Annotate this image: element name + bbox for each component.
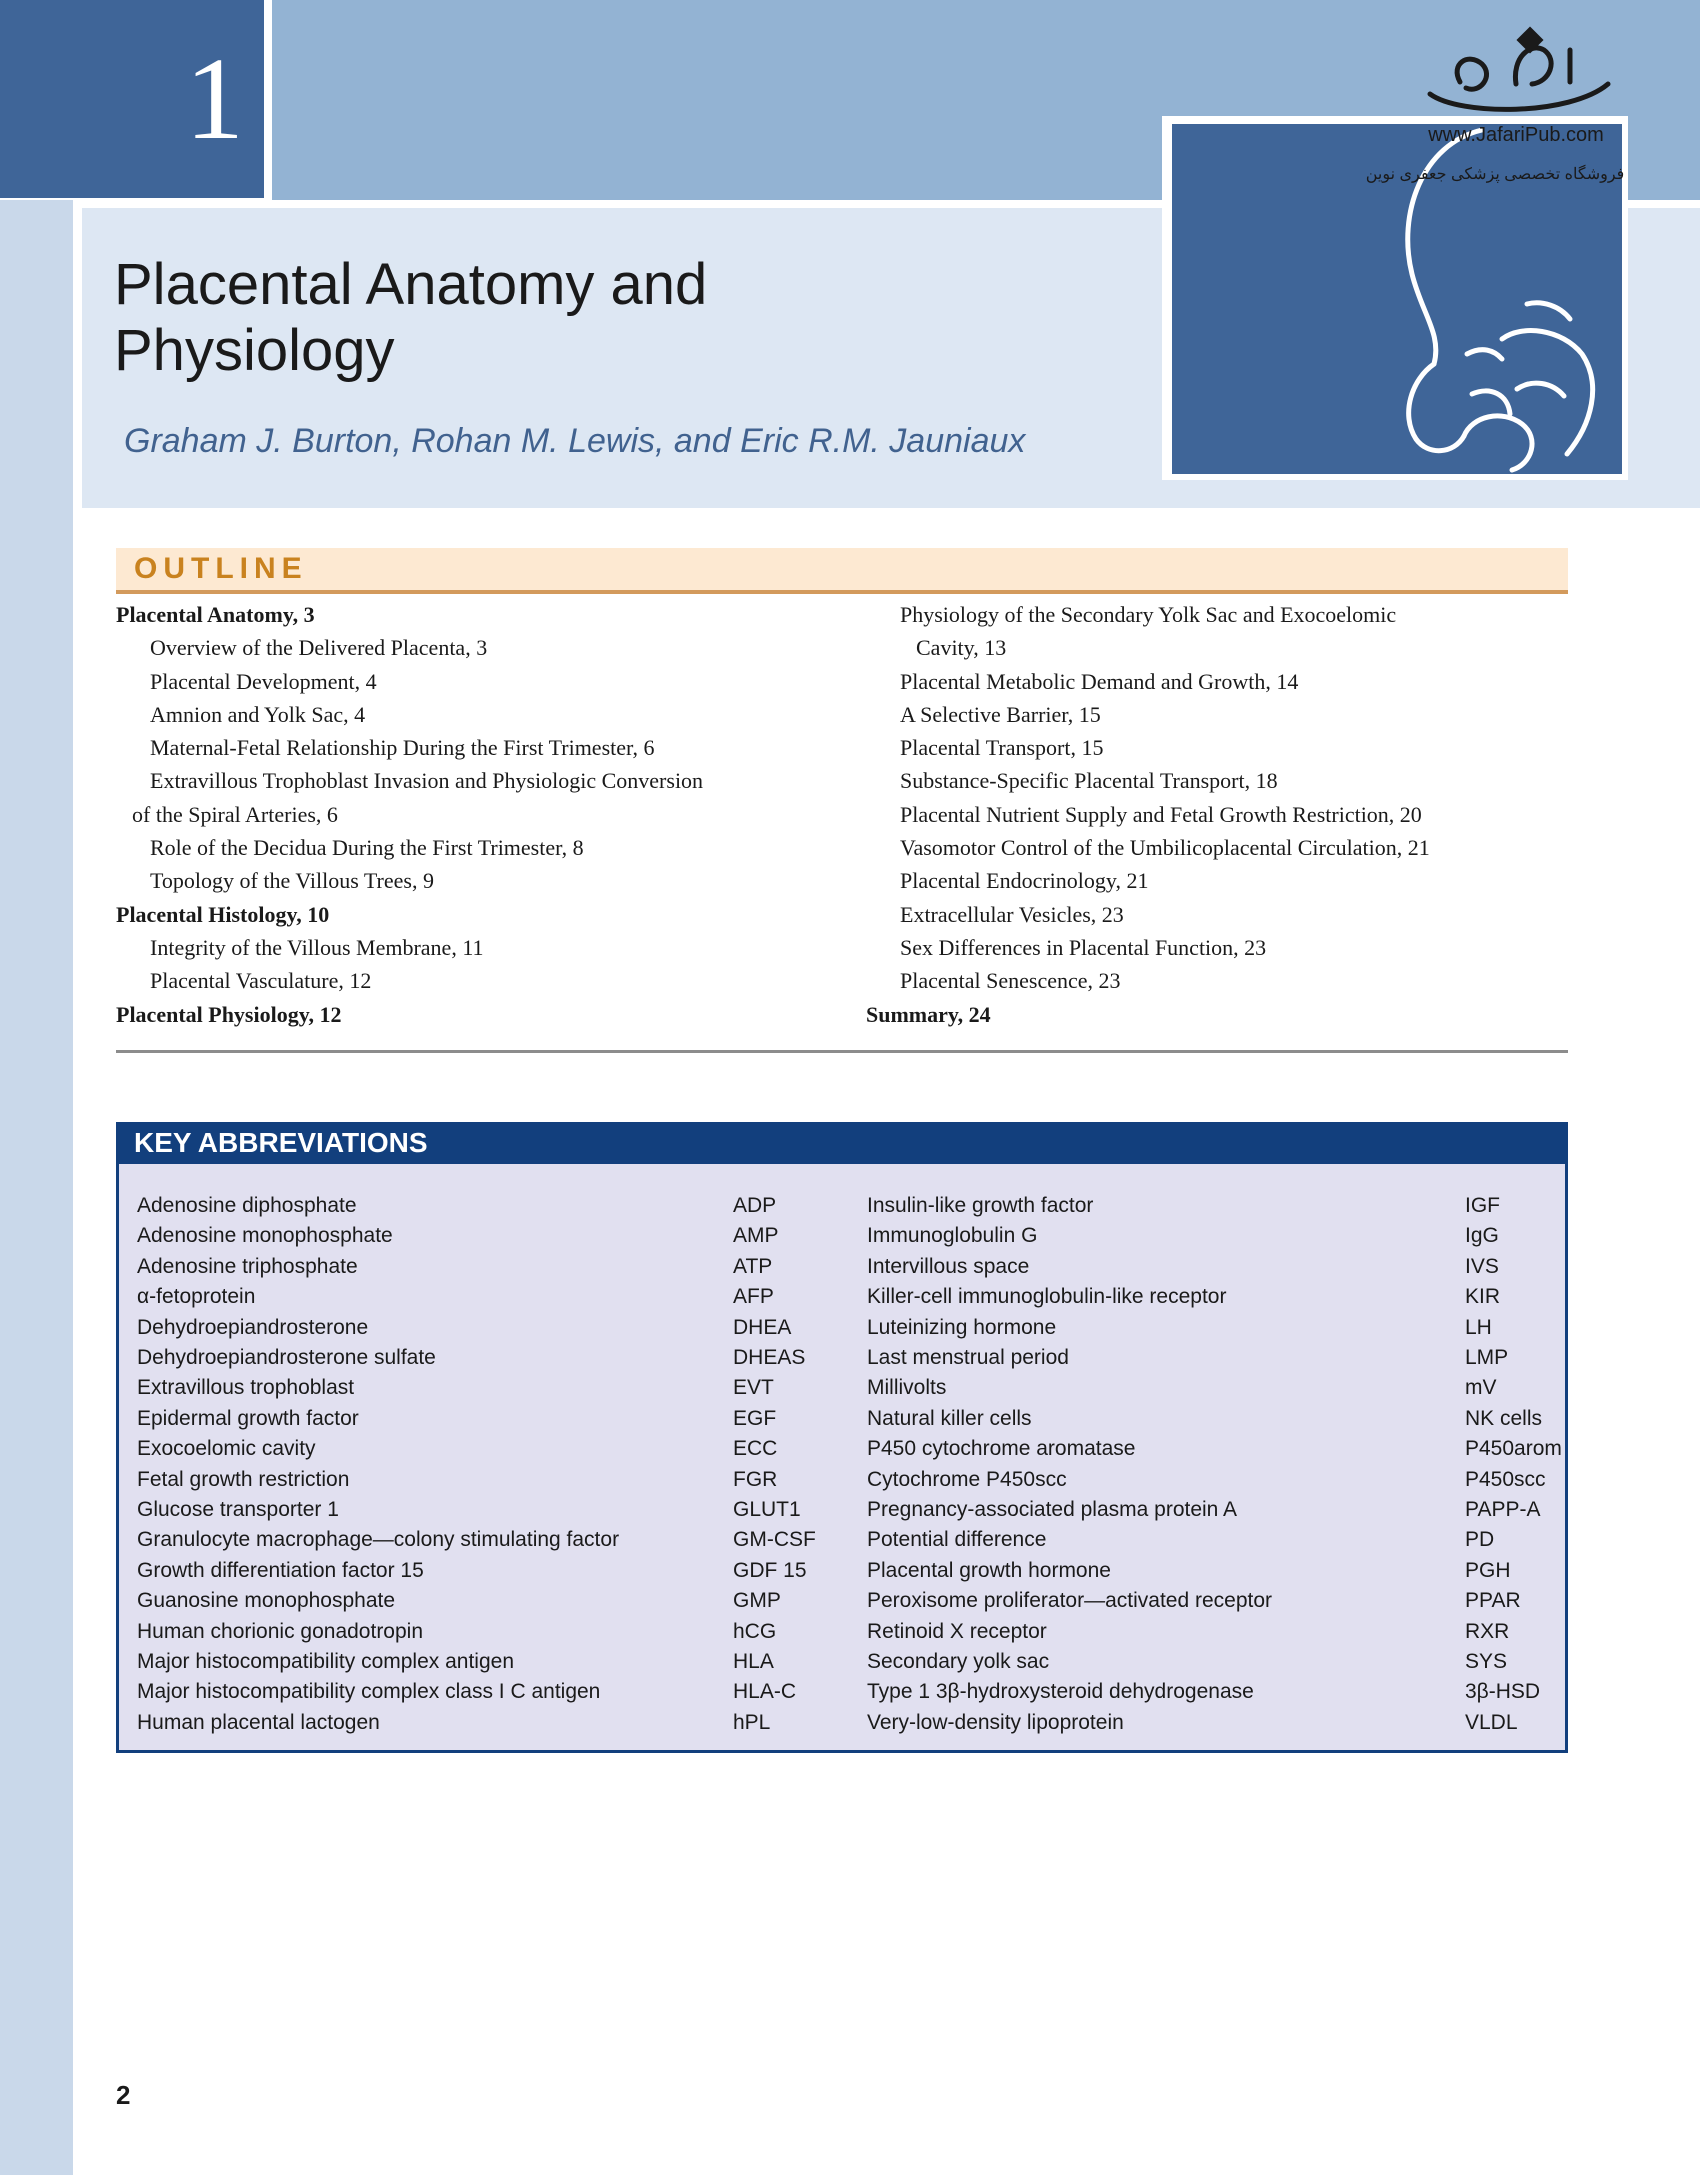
abbreviation-code: GLUT1: [733, 1498, 801, 1521]
abbreviation-term: Insulin-like growth factor: [867, 1194, 1094, 1217]
abbreviation-code: GDF 15: [733, 1558, 807, 1582]
outline-entry: Placental Histology, 10: [116, 901, 330, 927]
outline-right-column: [866, 598, 1430, 1031]
abbreviation-term: Secondary yolk sac: [867, 1650, 1050, 1673]
outline-entry: Sex Differences in Placental Function, 23: [900, 934, 1267, 960]
abbreviation-code: SYS: [1465, 1650, 1508, 1673]
abbreviation-code: AFP: [733, 1285, 774, 1309]
abbreviation-code: PPAR: [1465, 1589, 1521, 1613]
abbreviation-term: Adenosine diphosphate: [137, 1194, 357, 1217]
publisher-logo-icon: [1420, 24, 1620, 120]
abbreviation-term: Placental growth hormone: [867, 1558, 1111, 1582]
outline-entry: Extravillous Trophoblast Invasion and Physiologic Conversion: [150, 768, 704, 794]
page-number: 2: [116, 2080, 131, 2110]
abbreviation-code: ATP: [733, 1254, 773, 1278]
abbreviation-code: 3β-HSD: [1465, 1680, 1541, 1704]
abbreviation-code: EVT: [733, 1376, 774, 1400]
abbreviation-term: Epidermal growth factor: [137, 1406, 359, 1430]
abbreviation-code: P450arom: [1465, 1437, 1562, 1461]
abbreviation-term: Peroxisome proliferator—activated receptor: [867, 1589, 1273, 1613]
abbreviation-code: RXR: [1465, 1619, 1510, 1643]
abbreviation-code: HLA: [733, 1650, 774, 1673]
publisher-store-name: فروشگاه تخصصی پزشکی جعفری نوین: [1365, 166, 1625, 183]
outline-entry: Cavity, 13: [916, 635, 1007, 661]
abbreviation-code: hCG: [733, 1619, 777, 1643]
publisher-url: www.JafariPub.com: [1428, 124, 1604, 146]
abbreviation-term: α-fetoprotein: [137, 1285, 256, 1309]
abbreviation-term: Glucose transporter 1: [137, 1498, 339, 1521]
abbreviation-term: Human placental lactogen: [137, 1710, 380, 1734]
abbreviation-term: Growth differentiation factor 15: [137, 1558, 424, 1582]
abbreviations-heading: KEY ABBREVIATIONS: [134, 1127, 428, 1158]
abbreviation-code: LMP: [1465, 1346, 1509, 1369]
outline-entry: Amnion and Yolk Sac, 4: [150, 701, 366, 727]
outline-entry: Placental Vasculature, 12: [150, 968, 372, 994]
outline-entry: of the Spiral Arteries, 6: [132, 801, 338, 827]
abbreviation-term: Very-low-density lipoprotein: [867, 1710, 1124, 1734]
abbreviation-term: Cytochrome P450scc: [867, 1467, 1067, 1491]
abbreviation-code: LH: [1465, 1315, 1492, 1339]
abbreviation-term: Natural killer cells: [867, 1406, 1032, 1430]
outline-entry: Vasomotor Control of the Umbilicoplacental Circulation, 21: [900, 835, 1430, 861]
abbreviation-term: Millivolts: [867, 1376, 947, 1400]
abbreviation-code: IVS: [1465, 1254, 1499, 1278]
outline-entry: Physiology of the Secondary Yolk Sac and Exocoelomic: [900, 602, 1397, 627]
abbreviation-term: Immunoglobulin G: [867, 1224, 1038, 1248]
outline-entry: Integrity of the Villous Membrane, 11: [150, 934, 484, 960]
abbreviation-term: Dehydroepiandrosterone sulfate: [137, 1346, 436, 1369]
abbreviation-code: PD: [1465, 1528, 1495, 1552]
abbreviation-term: Exocoelomic cavity: [137, 1437, 316, 1461]
abbreviation-code: IgG: [1465, 1224, 1499, 1248]
outline-entry: Placental Development, 4: [150, 668, 377, 694]
outline-entry: Overview of the Delivered Placenta, 3: [150, 635, 488, 661]
abbreviation-code: EGF: [733, 1406, 777, 1430]
abbreviation-term: Intervillous space: [867, 1254, 1030, 1278]
abbreviation-code: FGR: [733, 1467, 778, 1491]
abbreviation-term: Adenosine triphosphate: [137, 1254, 358, 1278]
outline-entry: Placental Endocrinology, 21: [900, 868, 1149, 894]
abbreviation-term: Last menstrual period: [867, 1346, 1069, 1369]
abbreviation-code: PAPP-A: [1465, 1498, 1541, 1521]
outline-header-bar: [116, 548, 1568, 594]
abbreviation-term: Granulocyte macrophage—colony stimulating factor: [137, 1528, 620, 1552]
abbreviation-term: Major histocompatibility complex antigen: [137, 1650, 515, 1673]
outline-divider: [116, 1050, 1568, 1053]
abbreviation-code: GMP: [733, 1589, 781, 1613]
outline-entry: Maternal-Fetal Relationship During the First Trimester, 6: [150, 735, 655, 761]
chapter-authors: Graham J. Burton, Rohan M. Lewis, and Eric R.M. Jauniaux: [124, 422, 1026, 460]
abbreviation-term: Extravillous trophoblast: [137, 1376, 355, 1400]
outline-entry: Role of the Decidua During the First Trimester, 8: [150, 835, 584, 861]
abbreviation-term: Killer-cell immunoglobulin-like receptor: [867, 1285, 1227, 1309]
abbreviation-term: Human chorionic gonadotropin: [137, 1619, 424, 1643]
outline-entry: Placental Anatomy, 3: [116, 602, 315, 627]
outline-entry: Placental Metabolic Demand and Growth, 14: [900, 668, 1299, 694]
chapter-title: Placental Anatomy and Physiology: [114, 252, 708, 383]
abbreviation-code: ADP: [733, 1194, 777, 1217]
abbreviation-term: Luteinizing hormone: [867, 1315, 1057, 1339]
outline-entry: Placental Transport, 15: [900, 735, 1104, 761]
left-margin-strip: [0, 200, 73, 2175]
outline-entry: A Selective Barrier, 15: [900, 701, 1101, 727]
outline-entry: Summary, 24: [866, 1001, 991, 1027]
abbreviation-term: Type 1 3β-hydroxysteroid dehydrogenase: [867, 1680, 1254, 1704]
outline-entry: Placental Senescence, 23: [900, 968, 1121, 994]
outline-entry: Placental Physiology, 12: [116, 1001, 342, 1027]
abbreviation-term: Major histocompatibility complex class I C antigen: [137, 1680, 601, 1704]
abbreviation-code: hPL: [733, 1710, 771, 1734]
abbreviation-code: HLA-C: [733, 1680, 797, 1704]
abbreviation-code: NK cells: [1465, 1406, 1543, 1430]
abbreviation-code: DHEA: [733, 1315, 792, 1339]
outline-entry: Substance-Specific Placental Transport, 18: [900, 768, 1278, 794]
abbreviation-code: mV: [1465, 1376, 1497, 1400]
outline-entry: Placental Nutrient Supply and Fetal Growth Restriction, 20: [900, 801, 1422, 827]
abbreviation-term: Fetal growth restriction: [137, 1467, 350, 1491]
outline-entry: Extracellular Vesicles, 23: [900, 901, 1124, 927]
abbreviation-term: Adenosine monophosphate: [137, 1224, 393, 1248]
abbreviation-term: Potential difference: [867, 1528, 1047, 1552]
abbreviation-code: DHEAS: [733, 1346, 806, 1369]
outline-heading: OUTLINE: [134, 552, 308, 585]
abbreviation-code: IGF: [1465, 1194, 1500, 1217]
abbreviation-code: P450scc: [1465, 1467, 1546, 1491]
abbreviation-code: PGH: [1465, 1558, 1511, 1582]
abbreviation-term: Pregnancy-associated plasma protein A: [867, 1498, 1238, 1521]
abbreviation-term: P450 cytochrome aromatase: [867, 1437, 1136, 1461]
abbreviation-code: ECC: [733, 1437, 778, 1461]
abbreviation-term: Guanosine monophosphate: [137, 1589, 396, 1613]
outline-left-column: [116, 598, 703, 1031]
abbreviation-code: VLDL: [1465, 1710, 1518, 1734]
abbreviation-term: Dehydroepiandrosterone: [137, 1315, 369, 1339]
chapter-number: 1: [185, 33, 244, 164]
abbreviations-table: [116, 1164, 1568, 1753]
abbreviation-code: AMP: [733, 1224, 779, 1248]
abbreviation-term: Retinoid X receptor: [867, 1619, 1047, 1643]
abbreviation-code: KIR: [1465, 1285, 1501, 1309]
abbreviation-code: GM-CSF: [733, 1528, 816, 1552]
outline-entry: Topology of the Villous Trees, 9: [150, 868, 434, 894]
